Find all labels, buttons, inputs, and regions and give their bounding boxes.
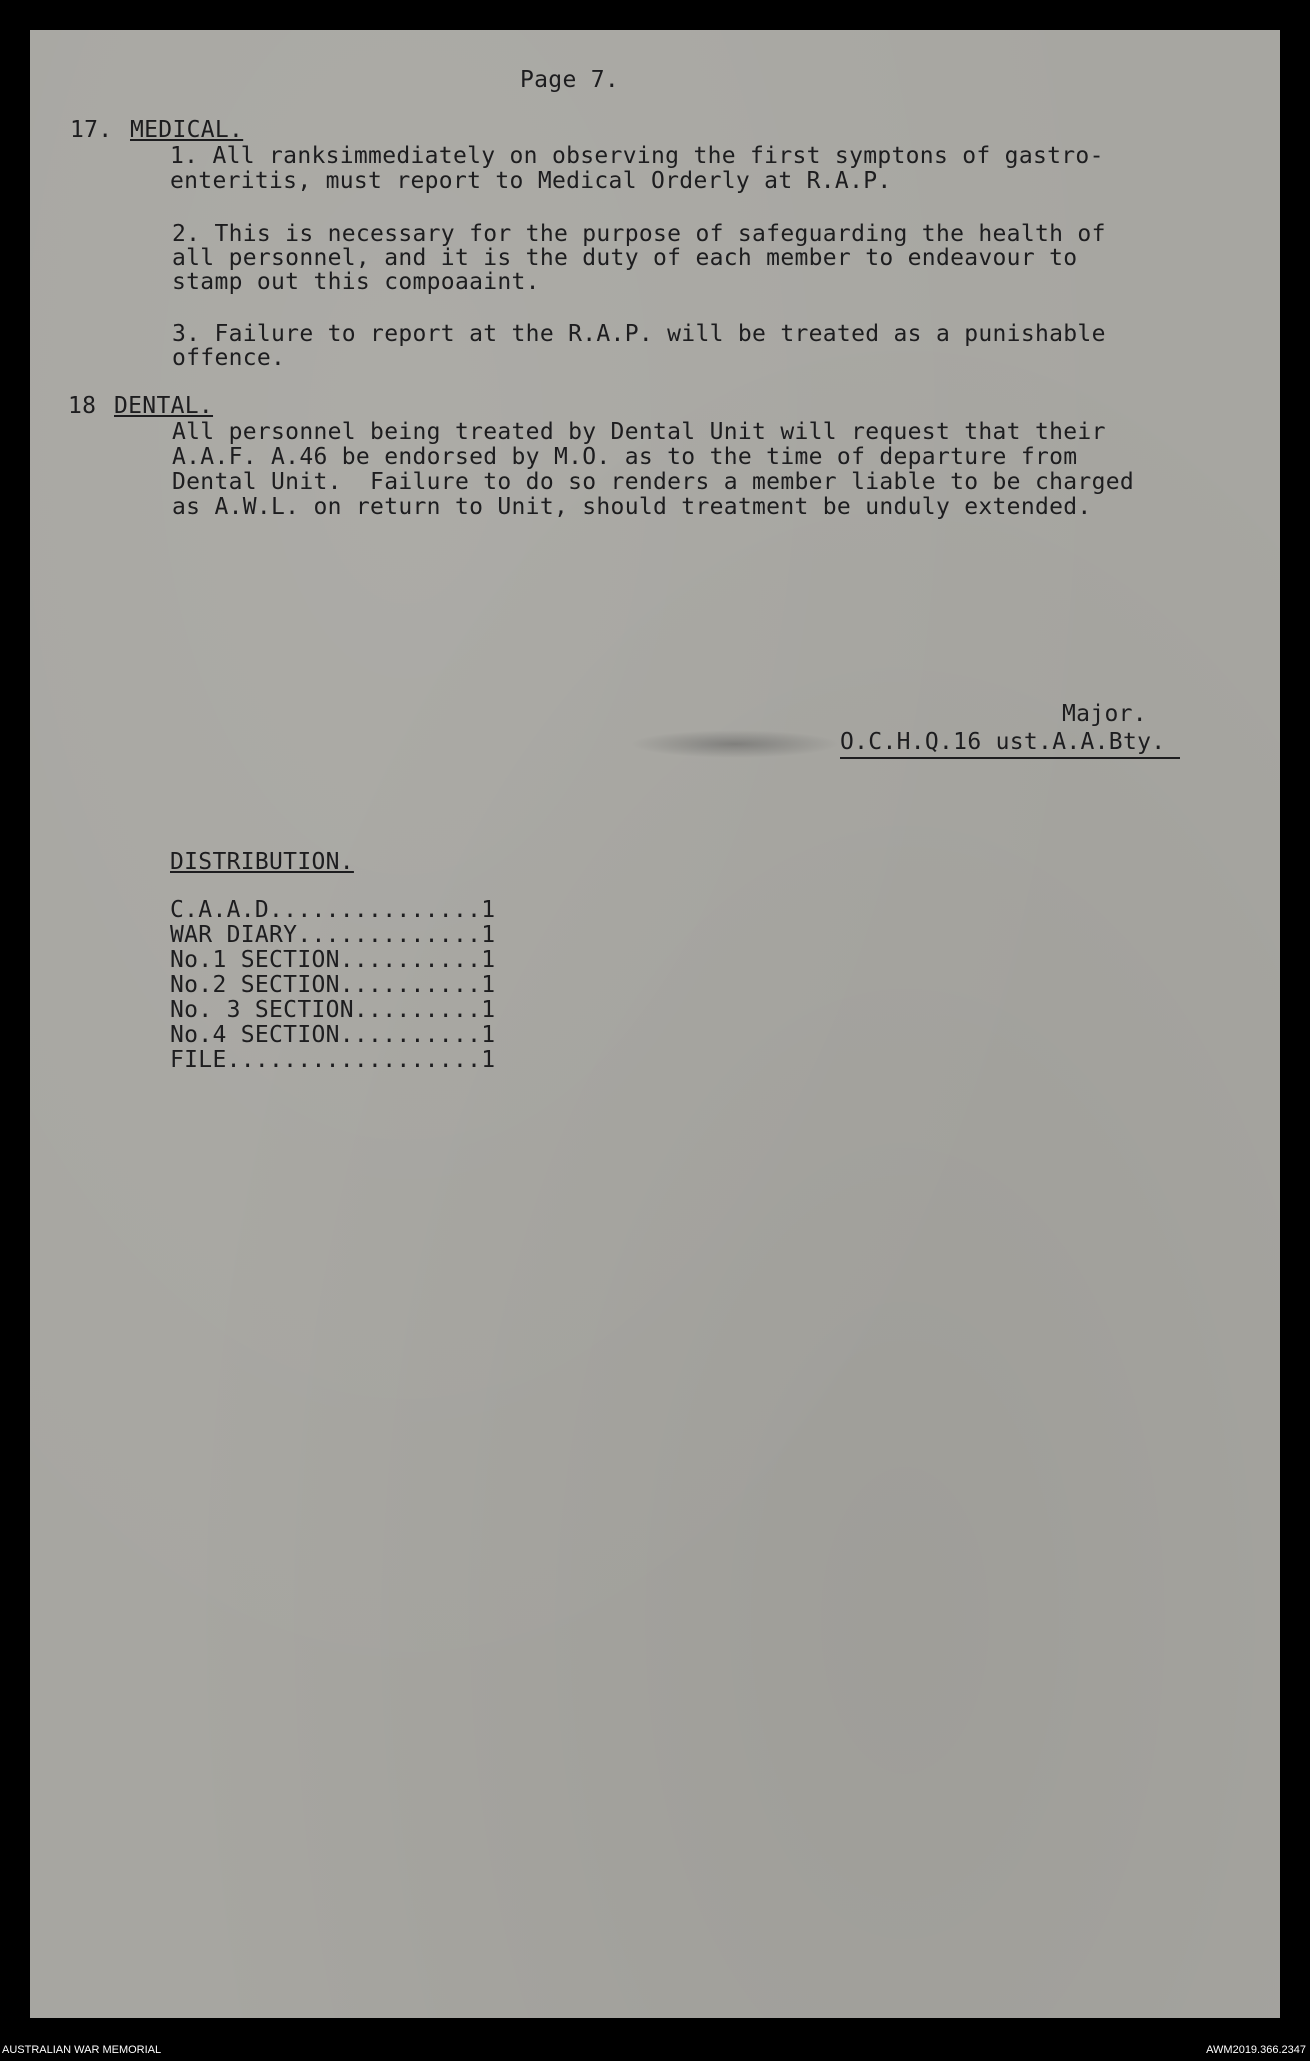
distribution-item: No.2 SECTION..........1 — [170, 972, 496, 998]
redacted-signature — [630, 730, 840, 758]
signature-underline — [840, 757, 1180, 759]
signature-title: O.C.H.Q.16 ust.A.A.Bty. — [840, 729, 1166, 755]
section-18-para-1-line-4: as A.W.L. on return to Unit, should treatment be unduly extended. — [172, 494, 1092, 520]
section-18-heading: DENTAL. — [114, 393, 214, 419]
section-18-para-1-line-3: Dental Unit. Failure to do so renders a member liable to be charged — [172, 469, 1135, 495]
section-17-para-1-line-1: 1. All ranksimmediately on observing the first symptons of gastro- — [170, 143, 1104, 169]
distribution-item: C.A.A.D...............1 — [170, 897, 496, 923]
section-17-para-2-line-1: 2. This is necessary for the purpose of safeguarding the health of — [172, 221, 1106, 247]
page-number: Page 7. — [520, 67, 620, 93]
signature-rank: Major. — [1062, 701, 1147, 727]
section-17-para-3-line-1: 3. Failure to report at the R.A.P. will be treated as a punishable — [172, 321, 1106, 347]
section-17-para-1-line-2: enteritis, must report to Medical Orderly at R.A.P. — [170, 168, 892, 194]
archive-caption-right: AWM2019.366.2347 — [1206, 2044, 1306, 2056]
distribution-item: FILE..................1 — [170, 1047, 496, 1073]
distribution-item: No.4 SECTION..........1 — [170, 1022, 496, 1048]
section-17-number: 17. — [70, 117, 113, 143]
section-17-para-3-line-2: offence. — [172, 345, 286, 371]
section-17-heading: MEDICAL. — [130, 117, 244, 143]
section-18-para-1-line-2: A.A.F. A.46 be endorsed by M.O. as to the time of departure from — [172, 444, 1078, 470]
distribution-item: No.1 SECTION..........1 — [170, 947, 496, 973]
section-18-number: 18 — [68, 393, 97, 419]
archive-caption-left: AUSTRALIAN WAR MEMORIAL — [2, 2044, 162, 2056]
distribution-heading: DISTRIBUTION. — [170, 849, 354, 875]
section-17-para-2-line-3: stamp out this compoaaint. — [172, 269, 540, 295]
section-18-para-1-line-1: All personnel being treated by Dental Unit will request that their — [172, 419, 1106, 445]
typed-document-page — [30, 30, 1280, 2018]
section-17-para-2-line-2: all personnel, and it is the duty of each member to endeavour to — [172, 245, 1078, 271]
distribution-item: No. 3 SECTION.........1 — [170, 997, 496, 1023]
distribution-item: WAR DIARY.............1 — [170, 922, 496, 948]
